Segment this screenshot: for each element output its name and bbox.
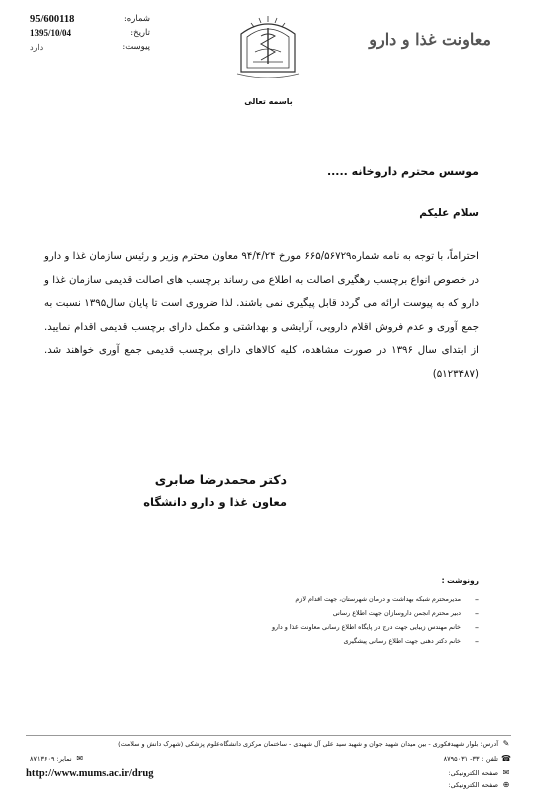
footer-url[interactable]: http://www.mums.ac.ir/drug xyxy=(26,768,154,779)
university-logo xyxy=(233,12,303,78)
footer-address-text: آدرس: بلوار شهیدفکوری - بین میدان شهید جوان و شهید سید علی آل شهیدی - ساختمان مرکزی دانشگاه‌علوم پزشکی (شهرک دانش و سلامت) xyxy=(118,739,498,748)
letter-body: احتراماً، با توجه به نامه شماره۶۶۵/۵۶۷۲۹ مورخ ۹۴/۴/۲۴ معاون محترم وزیر و رئیس سازمان غذا و دارو در خصوص انواع برچسب رهگیری اصالت به اطلاع می رساند برچسب های اصالت قدیمی سازمان غذا و دارو که به پیوست ارائه می گردد قابل پیگیری نمی باشند. لذا ضروری است تا پایان سال۱۳۹۵ نسبت به جمع آوری و عدم فروش اقلام دارویی، آرایشی و بهداشتی و مکمل دارای برچسب قدیمی اقدام نمایید. از ابتدای سال ۱۳۹۶ در صورت مشاهده، کلیه کالاهای دارای برچسب قدیمی جمع آوری خواهند شد.(۵۱۲۳۴۸۷) xyxy=(44,251,479,380)
cc-list xyxy=(219,592,479,648)
list-item xyxy=(219,620,479,634)
signatory-name: دکتر محمدرضا صابری xyxy=(154,472,287,487)
organization-title: معاونت غذا و دارو xyxy=(369,30,491,49)
phone-icon: ☎ xyxy=(501,754,511,763)
letter-number-value: 95/600118 xyxy=(30,13,75,25)
letter-date-value: 1395/10/04 xyxy=(30,28,72,38)
list-dash: – xyxy=(475,636,479,646)
envelope-icon: ✉ xyxy=(502,768,510,777)
cc-item-text: خانم مهندس زیبایی جهت درج در پایگاه اطلاع رسانی معاونت غذا و دارو xyxy=(271,623,461,631)
list-dash: – xyxy=(475,622,479,632)
list-dash: – xyxy=(475,594,479,604)
footer-address xyxy=(96,739,511,748)
fax-icon: ✉ xyxy=(76,754,84,763)
signature-block xyxy=(143,472,287,509)
cc-label: رونوشت : xyxy=(441,576,479,585)
footer-divider xyxy=(26,735,511,736)
list-item xyxy=(219,606,479,620)
footer-fax-text: نمابر: ۸۷۱۳۶۰۹ xyxy=(30,754,72,763)
cc-item-text: دبیر محترم انجمن داروسازان جهت اطلاع رسانی xyxy=(332,609,461,617)
footer-email-label: صفحه الکترونیکی: xyxy=(448,768,498,777)
letter-attachment-label: پیوست: xyxy=(122,42,150,52)
footer-fax xyxy=(30,754,85,763)
list-dash: – xyxy=(475,608,479,618)
cc-item-text: مدیرمحترم شبکه بهداشت و درمان شهرستان، جهت اقدام لازم xyxy=(295,595,461,603)
footer-email xyxy=(448,768,511,777)
list-item xyxy=(219,634,479,648)
cc-item-text: خانم دکتر دهنی جهت اطلاع رسانی پیشگیری xyxy=(343,637,461,645)
letter-metadata xyxy=(30,12,150,54)
letter-recipient: موسس محترم داروخانه ..... xyxy=(326,165,479,178)
footer-web xyxy=(448,780,511,789)
footer-phone xyxy=(444,754,511,763)
signatory-title: معاون غذا و دارو دانشگاه xyxy=(143,495,287,509)
footer-web-label: صفحه الکترونیکی: xyxy=(448,780,498,789)
pin-icon: ✎ xyxy=(502,739,510,748)
globe-icon: ⊕ xyxy=(502,780,510,789)
list-item xyxy=(219,592,479,606)
letter-number-label: شماره: xyxy=(123,14,150,24)
letter-number-row xyxy=(30,12,150,26)
letter-greeting: سلام علیکم xyxy=(419,207,479,219)
invocation-subtitle: باسمه تعالی xyxy=(244,97,293,106)
letter-date-row xyxy=(30,26,150,40)
letter-attachment-value: دارد xyxy=(30,42,44,52)
letter-attachment-row xyxy=(30,40,150,54)
letter-date-label: تاریخ: xyxy=(130,28,150,38)
footer-phone-text: تلفن : ۳۳- ۸۷۹۵۰۳۱ xyxy=(443,754,498,763)
